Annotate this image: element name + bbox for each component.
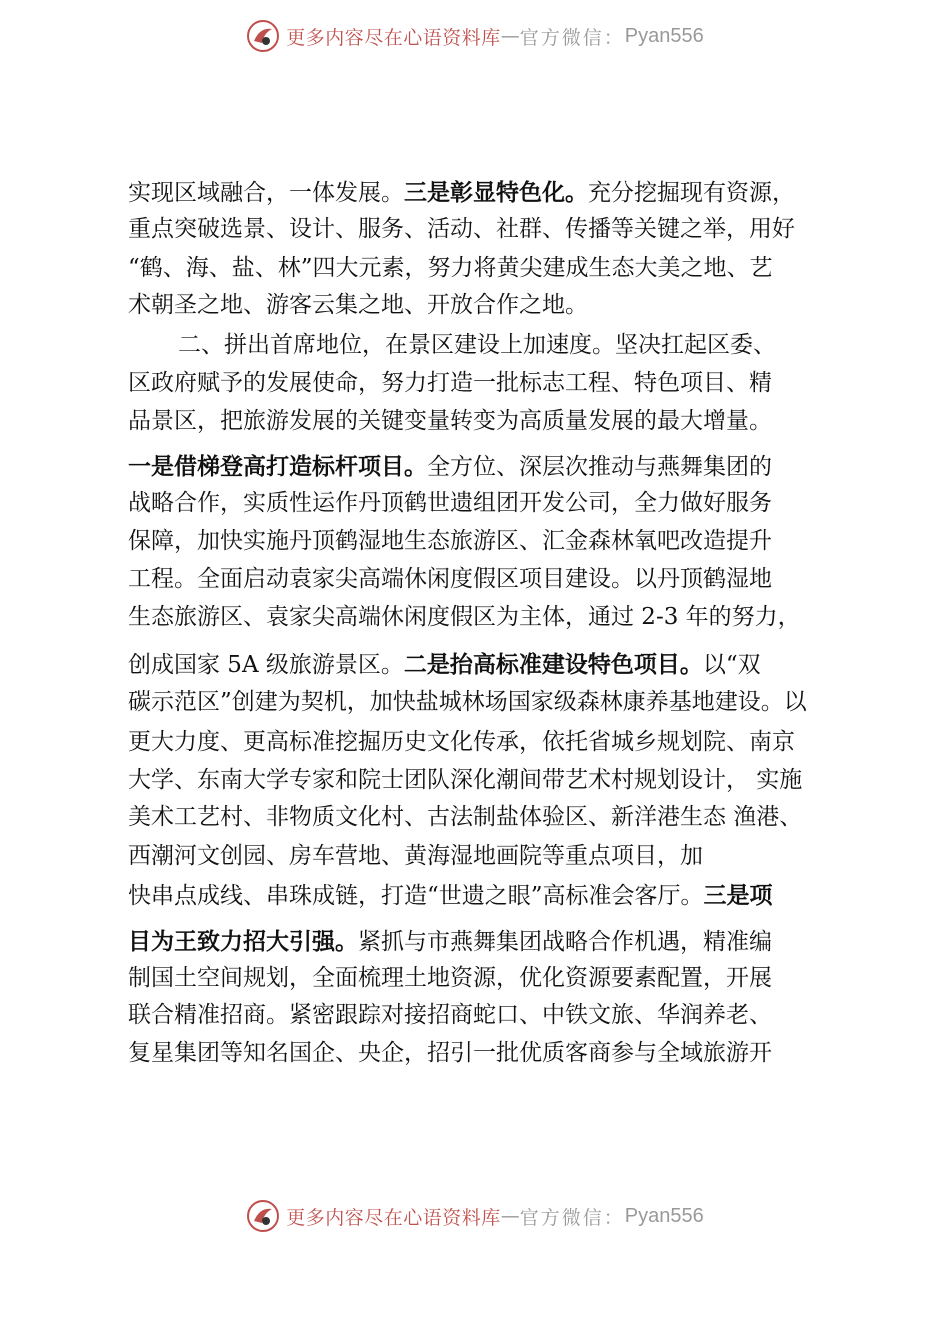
brand-logo-icon: [246, 1199, 280, 1233]
text-line: 碳示范区”创建为契机，加快盐城林场国家级森林康养基地建设。以: [128, 689, 807, 715]
watermark-dash: —: [500, 25, 520, 47]
text-line: 战略合作，实质性运作丹顶鹤世遗组团开发公司，全力做好服务: [128, 490, 772, 516]
watermark-main-text: 更多内容尽在心语资料库: [286, 1206, 501, 1229]
text-line: 复星集团等知名国企、央企，招引一批优质客商参与全域旅游开: [128, 1040, 772, 1066]
text-line: 制国土空间规划，全面梳理土地资源，优化资源要素配置，开展: [128, 965, 772, 991]
text-line: 二、拼出首席地位，在景区建设上加速度。坚决扛起区委、: [178, 332, 776, 358]
brand-logo-icon: [246, 19, 280, 53]
text-line: “鹤、海、盐、林”四大元素，努力将黄尖建成生态大美之地、艺: [128, 255, 773, 281]
text-line: 联合精准招商。紧密跟踪对接招商蛇口、中铁文旅、华润养老、: [128, 1002, 772, 1028]
watermark-sub-text: 官方微信：: [519, 26, 625, 49]
watermark-main-text: 更多内容尽在心语资料库: [286, 26, 501, 49]
watermark-dash: —: [500, 1205, 520, 1227]
text-line: 实现区域融合，一体发展。三是彰显特色化。充分挖掘现有资源，: [128, 180, 795, 206]
watermark-sub-text: 官方微信：: [519, 1206, 625, 1229]
text-line: 更大力度、更高标准挖掘历史文化传承，依托省城乡规划院、南京: [128, 729, 795, 755]
watermark-wechat-id: Pyan556: [624, 1204, 704, 1227]
text-line: 美术工艺村、非物质文化村、古法制盐体验区、新洋港生态 渔港、: [128, 804, 803, 830]
text-line: 工程。全面启动袁家尖高端休闲度假区项目建设。以丹顶鹤湿地: [128, 566, 772, 592]
watermark-wechat-id: Pyan556: [624, 24, 704, 47]
text-line: 保障，加快实施丹顶鹤湿地生态旅游区、汇金森林氧吧改造提升: [128, 528, 772, 554]
text-line: 术朝圣之地、游客云集之地、开放合作之地。: [128, 292, 588, 318]
text-line: 大学、东南大学专家和院士团队深化潮间带艺术村规划设计， 实施: [128, 767, 803, 793]
watermark-footer: [0, 1196, 950, 1236]
text-line: 西潮河文创园、房车营地、黄海湿地画院等重点项目，加: [128, 843, 703, 869]
text-line: 快串点成线、串珠成链，打造“世遗之眼”高标准会客厅。三是项: [128, 883, 773, 909]
text-line: 目为王致力招大引强。紧抓与市燕舞集团战略合作机遇，精准编: [128, 929, 772, 955]
text-line: 区政府赋予的发展使命，努力打造一批标志工程、特色项目、精: [128, 370, 772, 396]
watermark-header: [0, 16, 950, 56]
text-line: 创成国家 5A 级旅游景区。二是抬高标准建设特色项目。以“双: [128, 652, 761, 678]
text-line: 一是借梯登高打造标杆项目。全方位、深层次推动与燕舞集团的: [128, 454, 772, 480]
text-line: 品景区，把旅游发展的关键变量转变为高质量发展的最大增量。: [128, 408, 772, 434]
text-line: 生态旅游区、袁家尖高端休闲度假区为主体，通过 2-3 年的努力，: [128, 604, 801, 630]
text-line: 重点突破选景、设计、服务、活动、社群、传播等关键之举，用好: [128, 216, 795, 242]
